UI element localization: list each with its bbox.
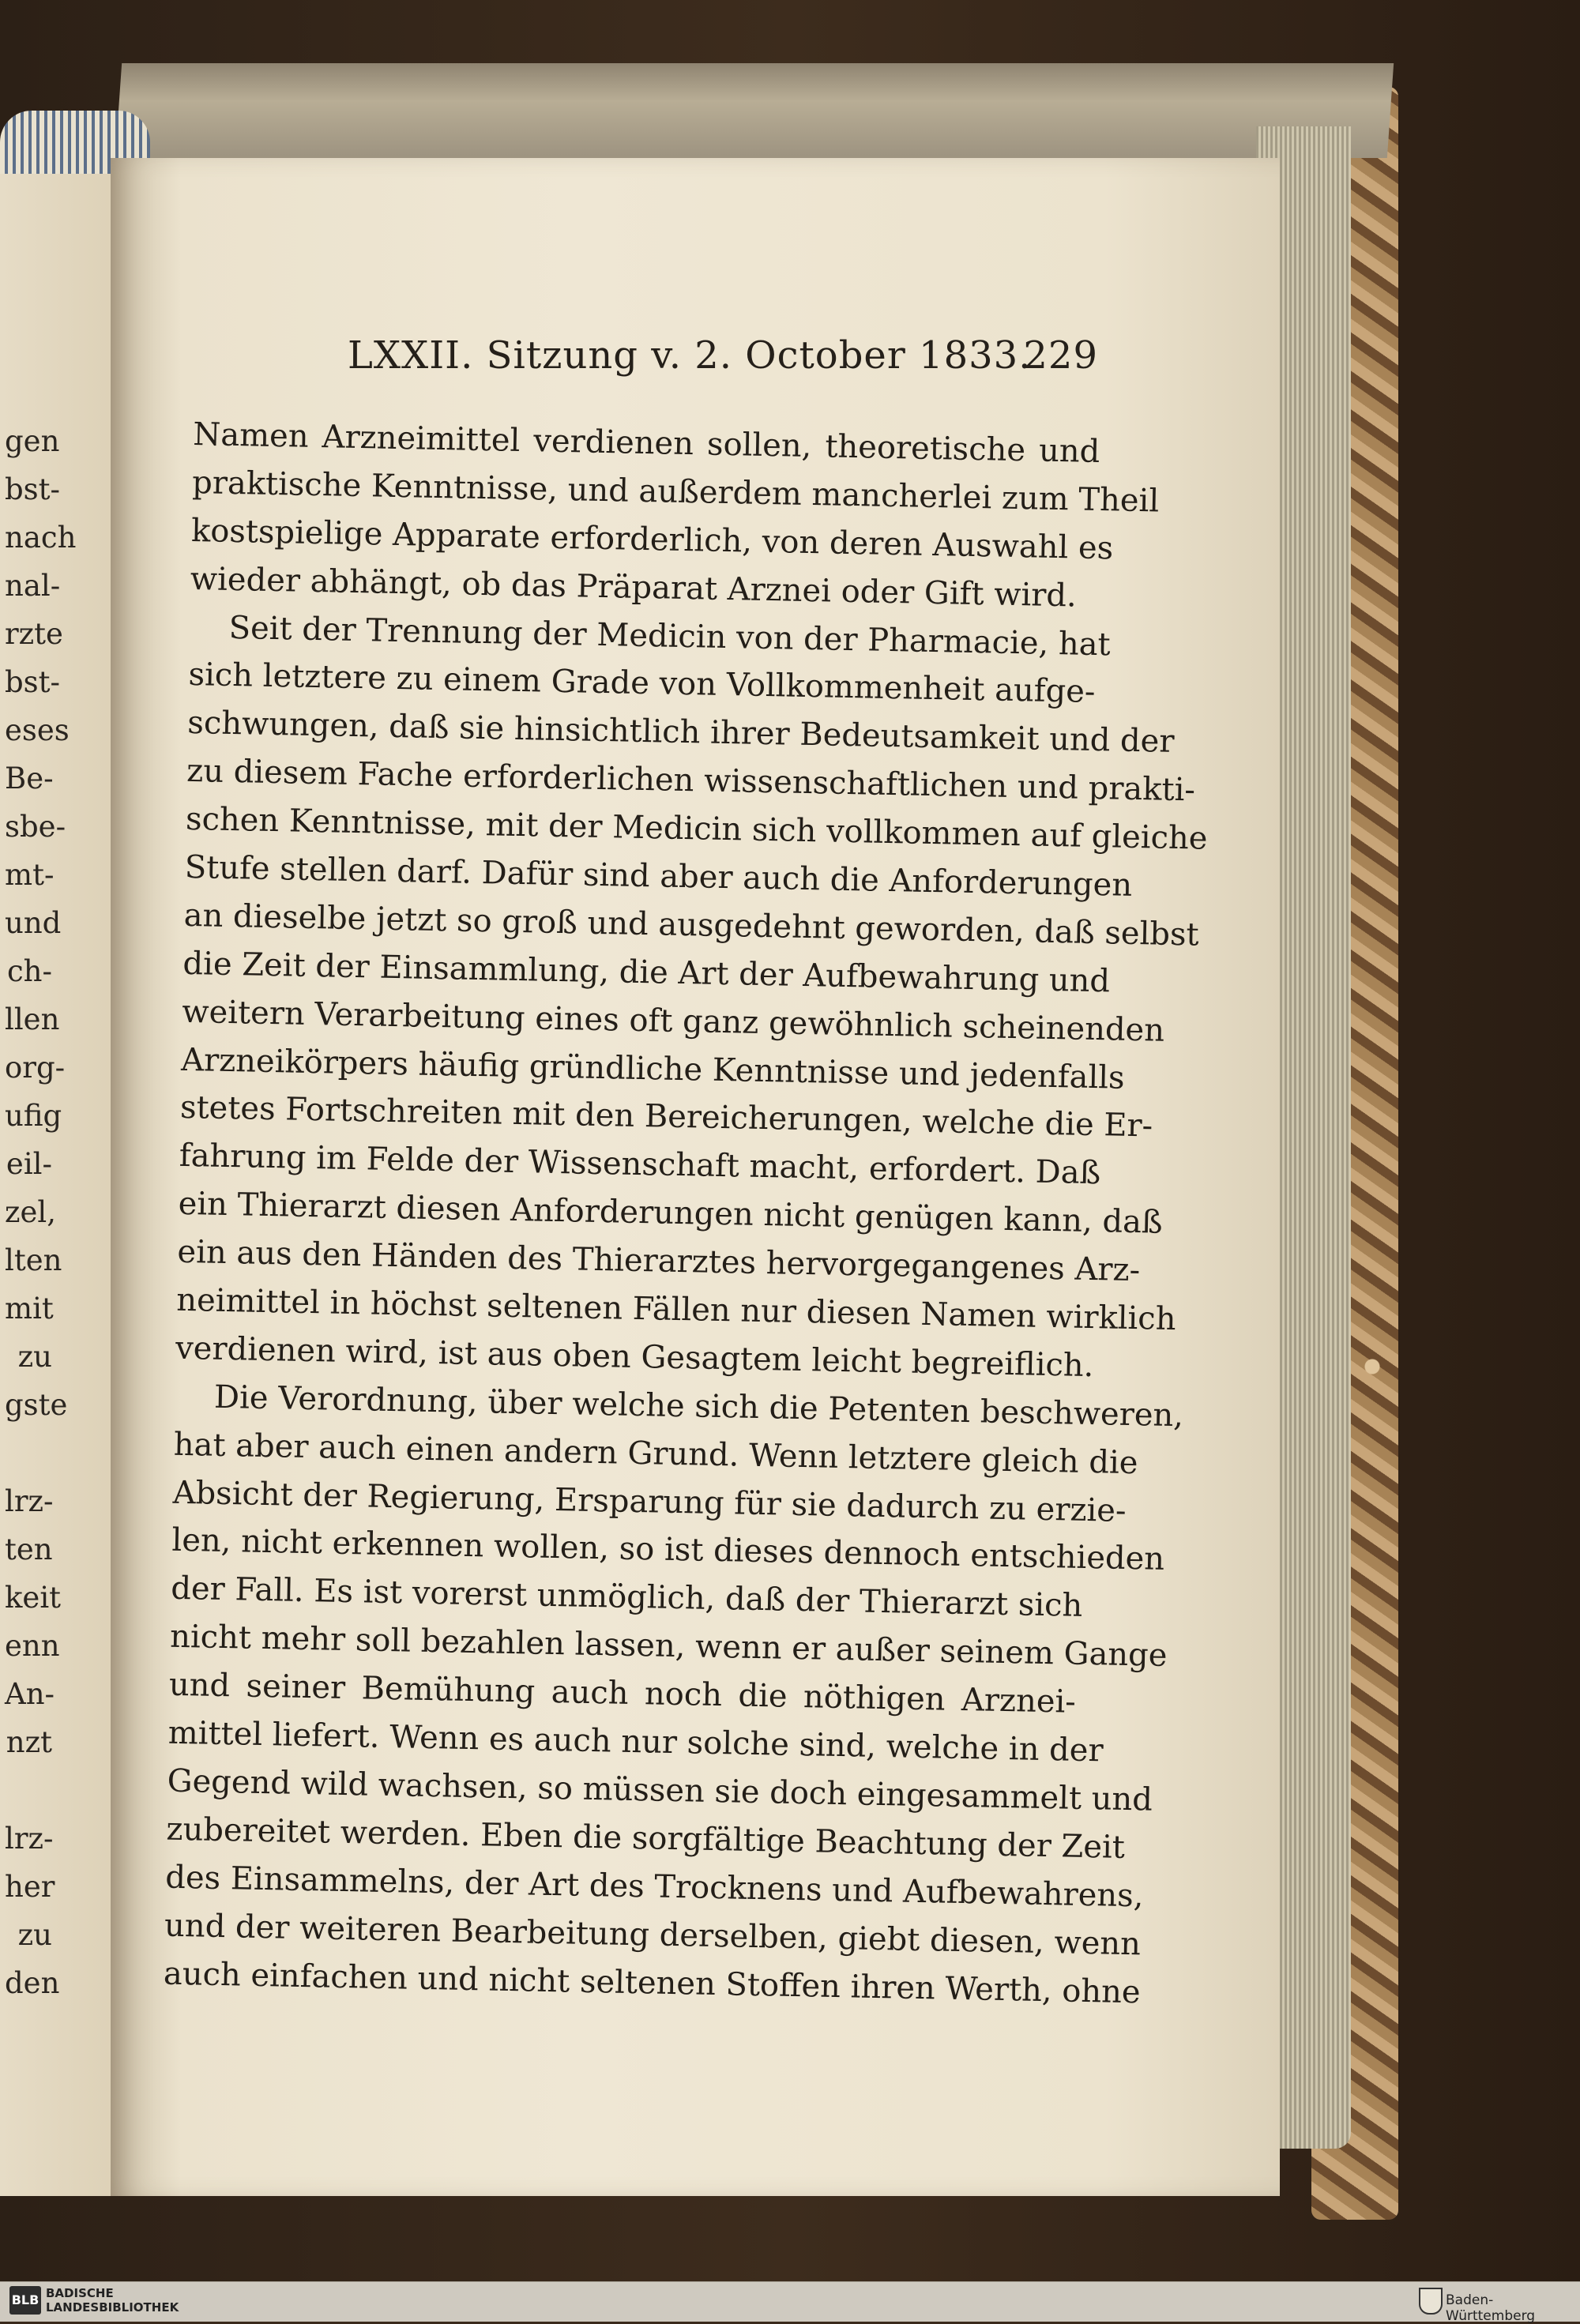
text-line: neimittel in höchst seltenen Fällen nur diesen Namen wirklich	[175, 1281, 1176, 1338]
library-name-line1: BADISCHE	[46, 2286, 114, 2300]
blb-logo: BLB	[9, 2286, 41, 2315]
left-page-fragment: her	[5, 1870, 55, 1904]
left-page-fragment: bst-	[5, 665, 61, 699]
text-line: des Einsammelns, der Art des Trocknens und Aufbewahrens,	[164, 1859, 1144, 1915]
left-page-fragment: ten	[5, 1532, 53, 1566]
text-line: Arzneikörpers häufig gründliche Kenntnisse und jedenfalls	[180, 1041, 1126, 1096]
text-line: stetes Fortschreiten mit den Bereicherungen, welche die Er-	[179, 1089, 1153, 1145]
coat-of-arms-icon	[1419, 2288, 1443, 2315]
text-line: ein Thierarzt diesen Anforderungen nicht genügen kann, daß	[178, 1186, 1164, 1241]
text-line: Die Verordnung, über welche sich die Petenten beschweren,	[213, 1378, 1184, 1435]
text-line: Absicht der Regierung, Ersparung für sie dadurch zu erzie-	[172, 1474, 1127, 1529]
left-page-fragment: keit	[5, 1581, 62, 1615]
left-page-fragment: sbe-	[5, 810, 66, 844]
text-line: Seit der Trennung der Medicin von der Pharmacie, hat	[228, 609, 1112, 663]
left-page-fragment: zu	[17, 1918, 52, 1952]
left-page-fragment: enn	[5, 1629, 60, 1663]
left-page-fragment: lten	[5, 1243, 62, 1277]
text-line: fahrung im Felde der Wissenschaft macht, erfordert. Daß	[179, 1138, 1101, 1192]
library-name-line2: LANDESBIBLIOTHEK	[46, 2300, 179, 2315]
left-page-fragment: nzt	[6, 1725, 52, 1759]
page-header	[348, 333, 1098, 389]
text-line: mittel liefert. Wenn es auch nur solche sind, welche in der	[167, 1714, 1104, 1769]
left-page-fragment: gste	[5, 1388, 68, 1422]
text-line: und der weiteren Bearbeitung derselben, giebt diesen, wenn	[164, 1907, 1142, 1962]
left-page-fragment: gen	[5, 424, 60, 458]
text-line: praktische Kenntnisse, und außerdem mancherlei zum Theil	[191, 464, 1160, 520]
left-page-fragment: lrz-	[5, 1484, 54, 1518]
text-line: sich letztere zu einem Grade von Vollkommenheit aufge-	[188, 656, 1096, 711]
page-number: 229	[1023, 333, 1098, 378]
running-title: LXXII. Sitzung v. 2. October 1833.	[348, 333, 1032, 378]
left-page-fragment: ch-	[6, 954, 52, 988]
text-line: an dieselbe jetzt so groß und ausgedehnt geworden, daß selbst	[183, 897, 1200, 953]
text-line: Stufe stellen darf. Dafür sind aber auch die Anforderungen	[184, 848, 1133, 904]
left-page-fragment: bst-	[5, 472, 61, 506]
text-line: der Fall. Es ist vorerst unmöglich, daß der Thierarzt sich	[170, 1570, 1083, 1625]
left-page-fragment: org-	[5, 1051, 66, 1085]
text-line: Namen Arzneimittel verdienen sollen, theoretische und	[192, 416, 1100, 471]
left-page-fragment: mit	[5, 1292, 54, 1326]
left-page-fragment: zel,	[5, 1195, 56, 1229]
text-line: hat aber auch einen andern Grund. Wenn letztere gleich die	[173, 1426, 1138, 1481]
text-line: nicht mehr soll bezahlen lassen, wenn er außer seinem Gange	[169, 1618, 1168, 1675]
text-line: auch einfachen und nicht seltenen Stoffen ihren Werth, ohne	[163, 1955, 1142, 2010]
body-text	[163, 411, 1208, 2015]
left-page-fragment: eses	[5, 713, 70, 747]
text-line: Gegend wild wachsen, so müssen sie doch eingesammelt und	[167, 1762, 1153, 1818]
left-page-fragment: nach	[5, 521, 77, 555]
library-name	[46, 2286, 179, 2315]
state-name: Baden-Württemberg	[1446, 2292, 1536, 2324]
text-line: kostspielige Apparate erforderlich, von deren Auswahl es	[190, 512, 1114, 567]
left-page-fragment: rzte	[5, 617, 63, 651]
footer-bar	[0, 2281, 1580, 2322]
text-line: zu diesem Fache erforderlichen wissenschaftlichen und prakti-	[186, 753, 1196, 809]
book-top-edge	[115, 63, 1394, 158]
text-line: die Zeit der Einsammlung, die Art der Aufbewahrung und	[182, 945, 1111, 1000]
text-line: wieder abhängt, ob das Präparat Arznei oder Gift wird.	[190, 560, 1078, 615]
left-page-fragment: zu	[17, 1340, 52, 1374]
text-line: zubereitet werden. Eben die sorgfältige Beachtung der Zeit	[166, 1811, 1126, 1866]
text-line: schwungen, daß sie hinsichtlich ihrer Bedeutsamkeit und der	[186, 705, 1175, 761]
left-page-fragment: llen	[5, 1002, 60, 1036]
text-line: schen Kenntnisse, mit der Medicin sich vollkommen auf gleiche	[185, 801, 1208, 857]
left-page-fragment: mt-	[5, 858, 55, 892]
left-page-fragment: den	[5, 1966, 60, 2000]
left-page-fragment: lrz-	[5, 1822, 54, 1856]
left-page-fragment: Be-	[5, 762, 54, 795]
left-page-fragment: nal-	[5, 569, 61, 603]
left-page-fragment: An-	[5, 1677, 55, 1711]
text-line: und seiner Bemühung auch noch die nöthigen Arznei-	[168, 1666, 1077, 1720]
text-line: verdienen wird, ist aus oben Gesagtem leicht begreiflich.	[175, 1329, 1094, 1385]
text-line: ein aus den Händen des Thierarztes hervorgegangenes Arz-	[177, 1233, 1141, 1289]
left-page-fragment: und	[5, 906, 62, 940]
left-page-fragment: ufig	[5, 1099, 62, 1133]
left-page-fragment: eil-	[6, 1147, 52, 1181]
text-line: weitern Verarbeitung eines oft ganz gewöhnlich scheinenden	[181, 993, 1165, 1049]
text-line: len, nicht erkennen wollen, so ist dieses dennoch entschieden	[171, 1522, 1165, 1578]
